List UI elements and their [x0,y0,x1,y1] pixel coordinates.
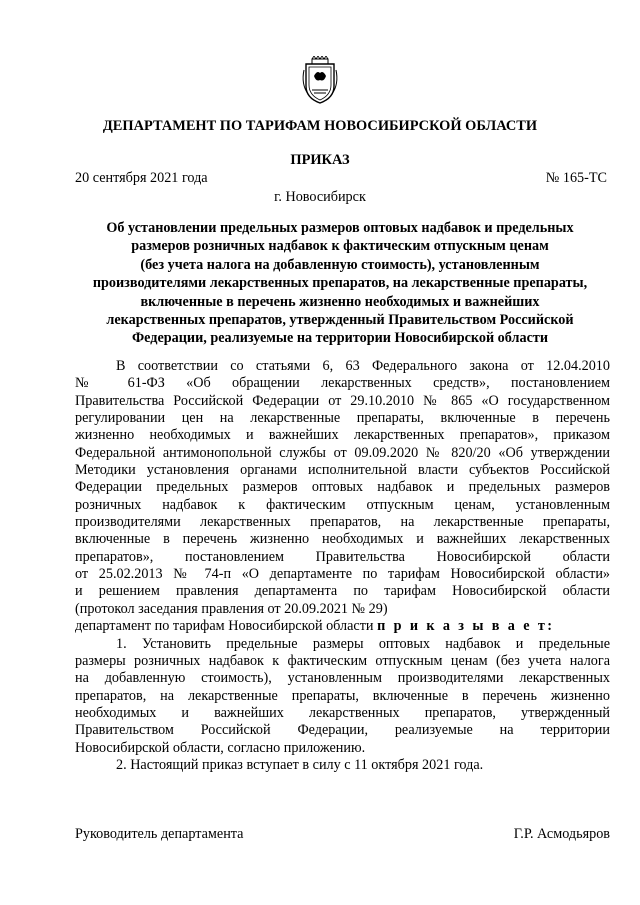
title-line: (без учета налога на добавленную стоимость), установленным [140,256,540,273]
preamble-line: Федерации предельных размеров оптовых надбавок и предельных размеров [75,479,610,496]
preamble-line: В соответствии со статьями 6, 63 Федерального закона от 12.04.2010 [116,358,610,374]
document-type: ПРИКАЗ [290,152,350,168]
preamble-line: от 25.02.2013 № 74-п «О департаменте по тарифам Новосибирской области» [75,566,610,583]
preamble-line: и решением правления департамента по тарифам Новосибирской области [75,583,610,600]
preamble-line: включенные в перечень жизненно необходимых и важнейших лекарственных [75,531,610,548]
signature-position: Руководитель департамента [75,826,244,842]
item1-line: Новосибирской области, согласно приложению. [75,739,366,756]
department-name: ДЕПАРТАМЕНТ ПО ТАРИФАМ НОВОСИБИРСКОЙ ОБЛАСТИ [102,118,538,134]
title-line: Об установлении предельных размеров оптовых надбавок и предельных [106,220,574,236]
item1-line: Правительством Российской Федерации, реализуемые на территории [75,722,610,739]
title-line: лекарственных препаратов, утвержденный Правительством Российской [106,312,574,329]
document-body [75,358,610,774]
preamble-line: жизненно необходимых и важнейших лекарственных препаратов», приказом [75,427,610,444]
decree-intro: департамент по тарифам Новосибирской области [75,618,374,635]
decree-word: п р и к а з ы в а е т: [377,618,555,635]
document-number: № 165-ТС [545,170,607,186]
decree-line [75,618,610,635]
preamble-line: (протокол заседания правления от 20.09.2021 № 29) [75,600,388,617]
preamble-line: розничных надбавок к фактическим отпускным ценам, установленным [75,496,610,513]
preamble-line: Методики установления органами исполнительной власти субъектов Российской [75,462,610,479]
preamble-line: Федеральной антимонопольной службы от 09.09.2020 № 820/20 «Об утверждении [75,444,610,461]
preamble-line: Правительства Российской Федерации от 29.10.2010 № 865 «О государственном [75,392,610,409]
preamble-line: производителями лекарственных препаратов, на лекарственные препараты, [75,514,610,531]
item1-line: на добавленную стоимость), установленным производителями лекарственных [75,670,610,687]
title-line: Федерации, реализуемые на территории Новосибирской области [131,330,549,347]
preamble-line: препаратов», постановлением Правительства Новосибирской области [75,548,610,565]
preamble-line: регулировании цен на лекарственные препараты, включенные в перечень [75,410,610,427]
title-line: размеров розничных надбавок к фактическим отпускным ценам [131,238,549,255]
item1-line: препаратов, на лекарственные препараты, включенные в перечень жизненно [75,687,610,704]
document-title [72,219,608,348]
signature-name: Г.Р. Асмодьяров [513,826,610,842]
document-city: г. Новосибирск [274,189,366,205]
title-line: производителями лекарственных препаратов, на лекарственные препараты, [92,275,588,292]
document-date: 20 сентября 2021 года [75,170,208,186]
item1-line: необходимых и важнейших лекарственных препаратов, утвержденный [75,704,610,721]
item1-line: 1. Установить предельные размеры оптовых надбавок и предельные [116,635,610,652]
item2-line: 2. Настоящий приказ вступает в силу с 11 октября 2021 года. [116,756,484,773]
preamble-line: № 61-ФЗ «Об обращении лекарственных средств», постановлением [75,375,610,392]
item1-line: размеры розничных надбавок к фактическим отпускным ценам (без учета налога [75,652,610,669]
title-line: включенные в перечень жизненно необходимых и важнейших [140,293,540,310]
coat-of-arms-icon [300,56,340,106]
